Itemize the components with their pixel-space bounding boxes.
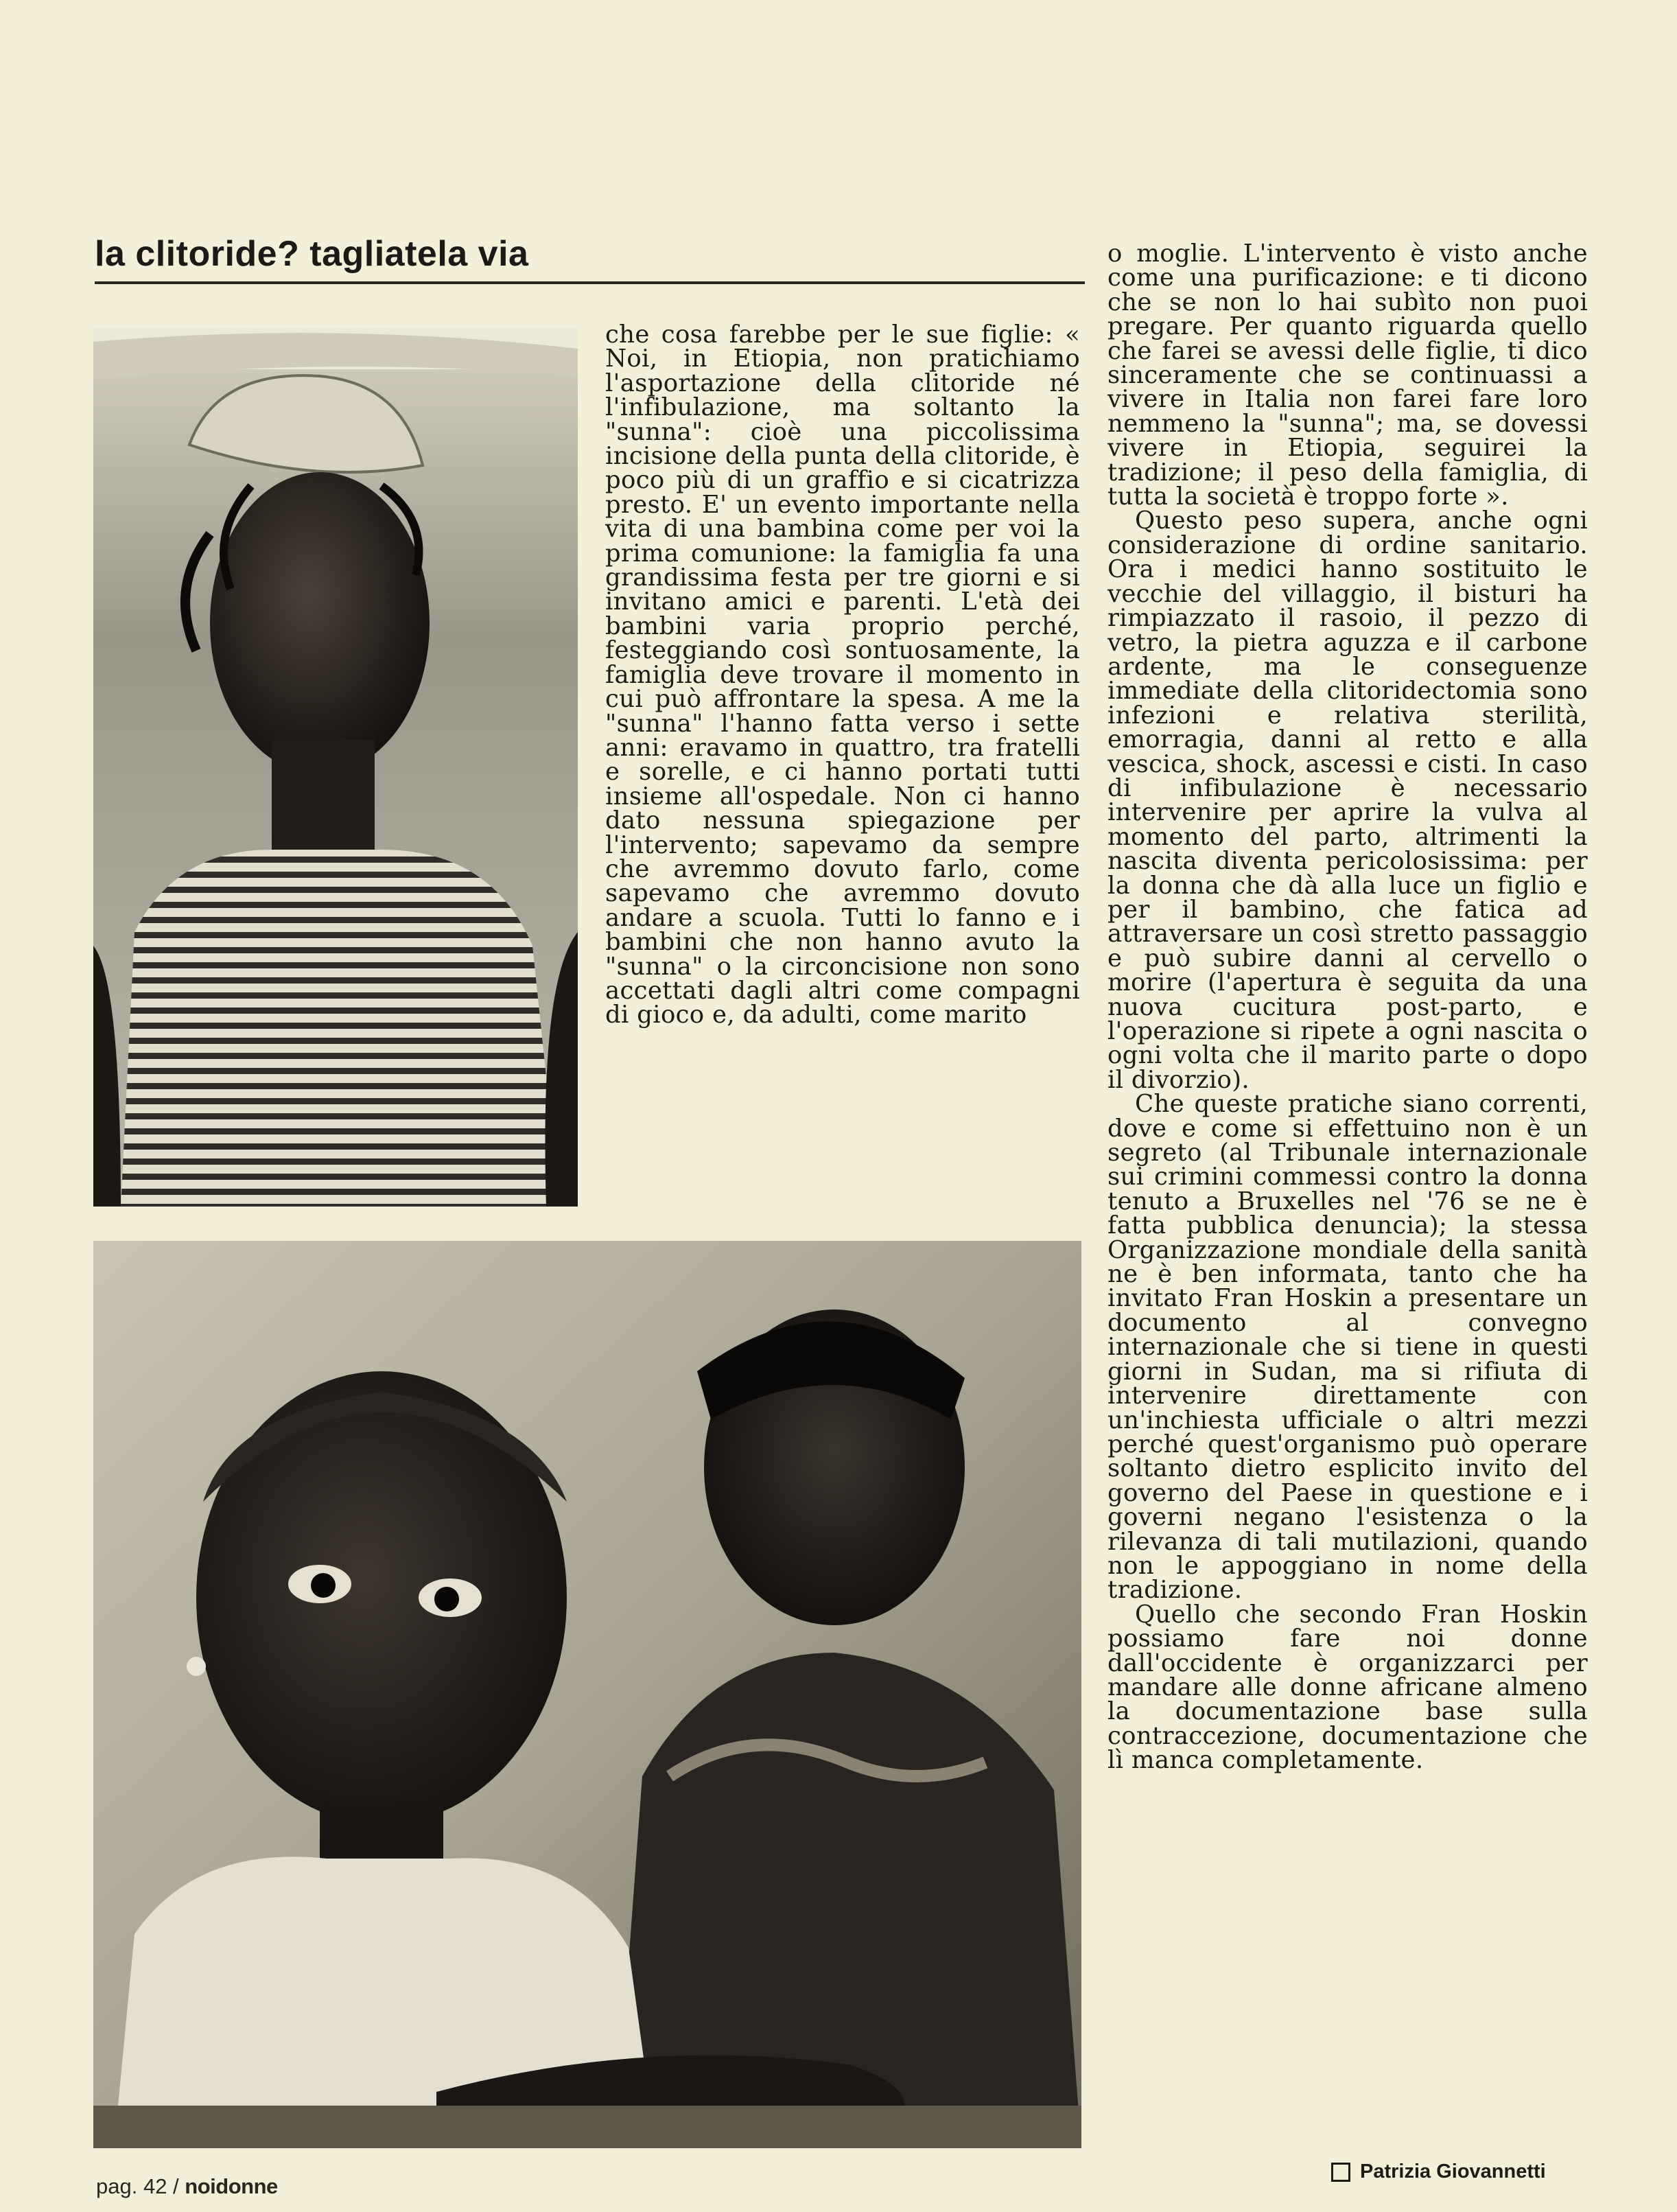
magazine-name: noidonne: [185, 2174, 278, 2198]
page-number: pag. 42 /: [96, 2174, 179, 2198]
article-column-middle: [605, 323, 1080, 1027]
paragraph: o moglie. L'intervento è visto anche come una purificazione: e ti dicono che se non lo hai subìto non puoi pregare. Per quanto riguarda quello che farei se avessi delle figlie, ti dico sinceramente che se continuassi a vivere in Italia non farei fare loro nemmeno la "sunna"; ma, se dovessi vivere in Etiopia, seguirei la tradizione; il peso della famiglia, di tutta la società è troppo forte ».: [1107, 240, 1588, 511]
paragraph: Che queste pratiche siano correnti, dove e come si effettuino non è un segreto (al Tribunale internazionale sui crimini commessi contro la donna tenuto a Bruxelles nel '76 se ne è fatta pubblica denuncia); la stessa Organizzazione mondiale della sanità ne è ben informata, tanto che ha invitato Fran Hoskin a presentare un documento al convegno internazionale che si tiene in questi giorni in Sudan, ma si rifiuta di intervenire direttamente con un'inchiesta ufficiale o altri mezzi perché quest'organismo può operare soltanto dietro esplicito invito del governo del Paese in questione e i governi negano l'esistenza o la rilevanza di tali mutilazioni, quando non le appoggiano in nome della tradizione.: [1107, 1090, 1588, 1605]
end-mark-box: [1331, 2163, 1350, 2182]
author-name: Patrizia Giovannetti: [1360, 2161, 1546, 2182]
byline: [1331, 2161, 1546, 2183]
article-headline: la clitoride? tagliatela via: [95, 234, 529, 274]
photo-two-girls: [93, 1241, 1081, 2148]
paragraph: Quello che secondo Fran Hoskin possiamo fare noi donne dall'occidente è organizzarci per mandare alle donne africane almeno la documentazione base sulla contraccezione, documentazione che lì manca completamente.: [1107, 1600, 1588, 1775]
article-column-right: [1107, 242, 1588, 1773]
page-footer: [96, 2174, 278, 2199]
paragraph: che cosa farebbe per le sue figlie: « Noi, in Etiopia, non pratichiamo l'asportazione della clitoride né l'infibulazione, ma soltanto la "sunna": cioè una piccolissima incisione della punta della clitoride, è poco più di un graffio e si cicatrizza presto. E' un evento importante nella vita di una bambina come per voi la prima comunione: la famiglia fa una grandissima festa per tre giorni e si invitano amici e parenti. L'età dei bambini varia proprio perché, festeggiando così sontuosamente, la famiglia deve trovare il momento in cui può affrontare la spesa. A me la "sunna" l'hanno fatta verso i sette anni: eravamo in quattro, tra fratelli e sorelle, e ci hanno portati tutti insieme all'ospedale. Non ci hanno dato nessuna spiegazione per l'intervento; sapevamo da sempre che avremmo dovuto farlo, come sapevamo che avremmo dovuto andare a scuola. Tutti lo fanno e i bambini che non hanno avuto la "sunna" o la circoncisione non sono accettati dagli altri come compagni di gioco e, da adulti, come marito: [605, 321, 1080, 1029]
headline-rule: [95, 281, 1085, 284]
photo-girl-with-basin: [93, 328, 578, 1207]
paragraph: Questo peso supera, anche ogni considerazione di ordine sanitario. Ora i medici hanno sostituito le vecchie del villaggio, il bisturi ha rimpiazzato il rasoio, il pezzo di vetro, la pietra aguzza e il carbone ardente, ma le conseguenze immediate della clitoridectomia sono infezioni e relativa sterilità, emorragia, danni al retto e alla vescica, shock, ascessi e cisti. In caso di infibulazione è necessario intervenire per aprire la vulva al momento del parto, altrimenti la nascita diventa pericolosissima: per la donna che dà alla luce un figlio e per il bambino, che fatica ad attraversare un così stretto passaggio e può subire danni al cervello o morire (l'apertura è seguita da una nuova cucitura post-parto, e l'operazione si ripete a ogni nascita o ogni volta che il marito parte o dopo il divorzio).: [1107, 507, 1588, 1094]
